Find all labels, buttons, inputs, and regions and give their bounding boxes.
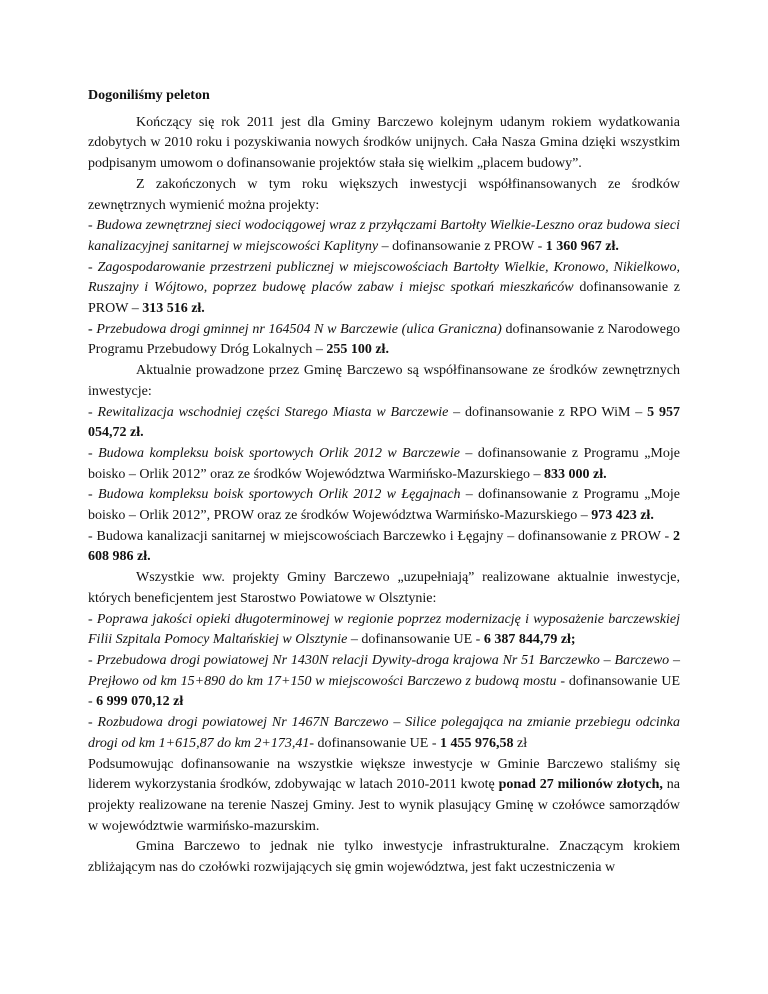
- list-item: - Budowa kanalizacji sanitarnej w miejscowościach Barczewko i Łęgajny – dofinansowanie z PROW - 2 608 986 zł.: [88, 528, 681, 565]
- list-item: - Przebudowa drogi gminnej nr 164504 N w Barczewie (ulica Graniczna) dofinansowanie z Narodowego Programu Przebudowy Dróg Lokalnych – 255 100 zł.: [88, 321, 680, 358]
- list-item: - Rozbudowa drogi powiatowej Nr 1467N Barczewo – Silice polegająca na zmianie przebiegu odcinka drogi od km 1+615,87 do km 2+173,41- dofinansowanie UE - 1 455 976,58 zł: [88, 715, 680, 751]
- paragraph-intro: Kończący się rok 2011 jest dla Gminy Barczewo kolejnym udanym rokiem wydatkowania zdobytych w 2010 roku i pozyskiwania nowych środków unijnych. Cała Nasza Gmina dzięki wszystkim podpisanym umowom o dofinansowanie projektów stała się wielkim „placem budowy”.: [88, 114, 680, 172]
- list-item: - Przebudowa drogi powiatowej Nr 1430N relacji Dywity-droga krajowa Nr 51 Barczewko – Barczewo – Prejłowo od km 15+890 do km 17+150 w miejscowości Barczewo z budową mostu - dofinansowanie UE - 6 999 070,12 zł: [88, 652, 681, 710]
- document-page: [88, 86, 680, 879]
- paragraph-closing: Gmina Barczewo to jednak nie tylko inwestycje infrastrukturalne. Znaczącym krokiem zbliżającym nas do czołówki rozwijających się gmin województwa, jest fakt uczestniczenia w: [88, 839, 680, 876]
- list-item: - Budowa kompleksu boisk sportowych Orlik 2012 w Łęgajnach – dofinansowanie z Programu „Moje boisko – Orlik 2012”, PROW oraz ze środków Województwa Warmińsko-Mazurskiego – 973 423 zł.: [88, 487, 680, 524]
- paragraph-ongoing-heading: Aktualnie prowadzone przez Gminę Barczewo są współfinansowane ze środków zewnętrznych inwestycje:: [88, 363, 680, 399]
- list-item: - Zagospodarowanie przestrzeni publicznej w miejscowościach Bartołty Wielkie, Kronowo, Nikielkowo, Ruszajny i Wójtowo, poprzez budowę placów zabaw i miejsc spotkań mieszkańców dofinansowanie z PROW – 313 516 zł.: [88, 259, 680, 317]
- paragraph-completed-heading: Z zakończonych w tym roku większych inwestycji współfinansowanych ze środków zewnętrznych wymienić można projekty:: [88, 176, 680, 213]
- paragraph-summary: Podsumowując dofinansowanie na wszystkie większe inwestycje w Gminie Barczewo staliśmy się liderem wykorzystania środków, zdobywając w latach 2010-2011 kwotę ponad 27 milionów złotych, na projekty realizowane na terenie Naszej Gminy. Jest to wynik plasujący Gminę w czołówce samorządów w województwie warmińsko-mazurskim.: [88, 756, 680, 834]
- list-item: - Rewitalizacja wschodniej części Starego Miasta w Barczewie – dofinansowanie z RPO WiM – 5 957 054,72 zł.: [88, 404, 680, 441]
- paragraph-county-heading: Wszystkie ww. projekty Gminy Barczewo „uzupełniają” realizowane aktualnie inwestycje, których beneficjentem jest Starostwo Powiatowe w Olsztynie:: [88, 570, 680, 606]
- list-item: - Budowa kompleksu boisk sportowych Orlik 2012 w Barczewie – dofinansowanie z Programu „Moje boisko – Orlik 2012” oraz ze środków Województwa Warmińsko-Mazurskiego – 833 000 zł.: [88, 445, 680, 482]
- document-title: Dogoniliśmy peleton: [88, 88, 210, 103]
- list-item: - Poprawa jakości opieki długoterminowej w regionie poprzez modernizację i wyposażenie barczewskiej Filii Szpitala Pomocy Maltańskiej w Olsztynie – dofinansowanie UE - 6 387 844,79 zł;: [88, 611, 680, 648]
- list-item: - Budowa zewnętrznej sieci wodociągowej wraz z przyłączami Bartołty Wielkie-Leszno oraz budowa sieci kanalizacyjnej sanitarnej w miejscowości Kaplityny – dofinansowanie z PROW - 1 360 967 zł.: [88, 218, 680, 254]
